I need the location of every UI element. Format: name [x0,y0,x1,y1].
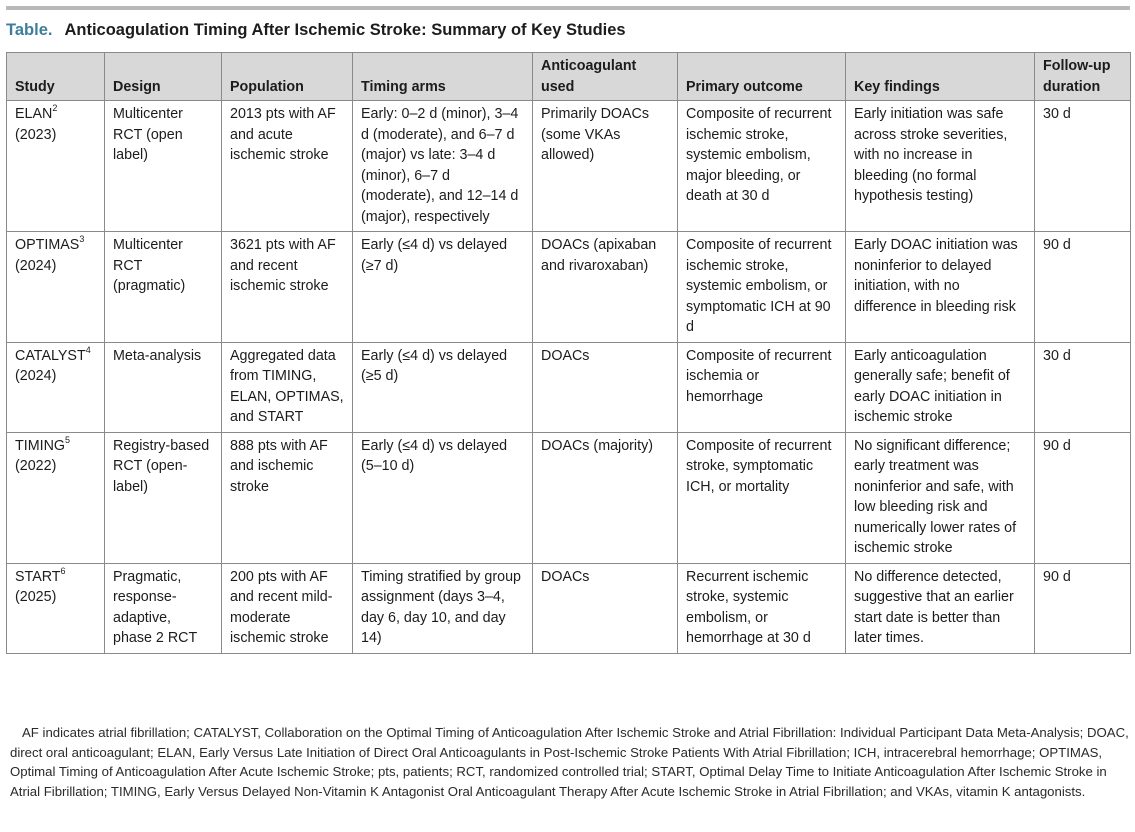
cell-anticoagulant: DOACs (majority) [533,432,678,563]
cell-findings: Early DOAC initiation was noninferior to delayed initiation, with no difference in bleeding risk [846,232,1035,343]
cell-followup: 90 d [1035,432,1131,563]
cell-outcome: Composite of recurrent ischemic stroke, systemic embolism, or symptomatic ICH at 90 d [678,232,846,343]
study-name: CATALYST [15,347,86,364]
cell-followup: 30 d [1035,101,1131,232]
table-title-text: Anticoagulation Timing After Ischemic Stroke: Summary of Key Studies [64,21,626,39]
col-header-followup: Follow-up duration [1035,53,1131,101]
col-header-anticoagulant: Anticoagulant used [533,53,678,101]
cell-timing: Early (≤4 d) vs delayed (≥7 d) [353,232,533,343]
table-footnote: AF indicates atrial fibrillation; CATALYST, Collaboration on the Optimal Timing of Anticoagulation After Ischemic Stroke and Atrial Fibrillation: Individual Participant Data Meta-Analysis; DOAC, direct oral anticoagulant; ELAN, Early Versus Late Initiation of Direct Oral Anticoagulants in Post-Ischemic Stroke Patients With Atrial Fibrillation; ICH, intracerebral hemorrhage; OPTIMAS, Optimal Timing of Anticoagulation After Acute Ischemic Stroke; pts, patients; RCT, randomized controlled trial; START, Optimal Delay Time to Initiate Anticoagulation After Ischemic Stroke in Atrial Fibrillation; TIMING, Early Versus Delayed Non-Vitamin K Antagonist Oral Anticoagulant Therapy After Acute Ischemic Stroke in Atrial Fibrillation; and VKAs, vitamin K antagonists. [10,725,1129,799]
study-ref: 5 [65,434,71,445]
cell-population: Aggregated data from TIMING, ELAN, OPTIMAS, and START [222,342,353,432]
cell-population: 200 pts with AF and recent mild-moderate ischemic stroke [222,563,353,653]
cell-timing: Timing stratified by group assignment (days 3–4, day 6, day 10, and day 14) [353,563,533,653]
table-row [7,101,1131,232]
study-name: ELAN [15,106,53,122]
cell-findings: No significant difference; early treatment was noninferior and safe, with low bleeding risk and numerically lower rates of ischemic stroke [846,432,1035,563]
cell-anticoagulant: Primarily DOACs (some VKAs allowed) [533,101,678,232]
top-rule [6,6,1130,10]
col-header-timing: Timing arms [353,53,533,101]
studies-table-wrapper [6,52,1130,654]
study-name: OPTIMAS [15,237,80,253]
study-name: START [15,568,61,585]
cell-design: Meta-analysis [105,342,222,432]
study-year: (2024) [15,257,57,274]
study-year: (2024) [15,368,57,384]
cell-followup: 90 d [1035,232,1131,343]
cell-timing: Early (≤4 d) vs delayed (≥5 d) [353,342,533,432]
cell-outcome: Composite of recurrent ischemia or hemorrhage [678,342,846,432]
study-ref: 6 [60,565,66,576]
study-ref: 4 [85,344,91,355]
cell-followup: 90 d [1035,563,1131,653]
cell-study [7,432,105,563]
table-label: Table. [6,21,53,39]
cell-design: Pragmatic, response-adaptive, phase 2 RCT [105,563,222,653]
col-header-outcome: Primary outcome [678,53,846,101]
cell-population: 3621 pts with AF and recent ischemic stroke [222,232,353,343]
cell-anticoagulant: DOACs [533,563,678,653]
cell-study [7,342,105,432]
table-row [7,432,1131,563]
cell-design: Multicenter RCT (pragmatic) [105,232,222,343]
header-row [7,53,1131,101]
study-year: (2023) [15,126,57,143]
table-row [7,342,1131,432]
cell-design: Registry-based RCT (open-label) [105,432,222,563]
col-header-study: Study [7,53,105,101]
cell-study [7,232,105,343]
cell-anticoagulant: DOACs (apixaban and rivaroxaban) [533,232,678,343]
table-title [6,21,626,40]
study-name: TIMING [15,437,66,454]
cell-population: 888 pts with AF and ischemic stroke [222,432,353,563]
table-row [7,563,1131,653]
cell-timing: Early (≤4 d) vs delayed (5–10 d) [353,432,533,563]
cell-findings: No difference detected, suggestive that an earlier start date is better than later times. [846,563,1035,653]
cell-anticoagulant: DOACs [533,342,678,432]
cell-study [7,101,105,232]
cell-design: Multicenter RCT (open label) [105,101,222,232]
study-year: (2022) [15,458,57,474]
study-ref: 2 [52,103,58,114]
cell-population: 2013 pts with AF and acute ischemic stroke [222,101,353,232]
cell-followup: 30 d [1035,342,1131,432]
study-year: (2025) [15,589,57,605]
cell-outcome: Composite of recurrent ischemic stroke, systemic embolism, major bleeding, or death at 30 d [678,101,846,232]
col-header-findings: Key findings [846,53,1035,101]
cell-study [7,563,105,653]
cell-findings: Early initiation was safe across stroke severities, with no increase in bleeding (no formal hypothesis testing) [846,101,1035,232]
table-row [7,232,1131,343]
cell-timing: Early: 0–2 d (minor), 3–4 d (moderate), and 6–7 d (major) vs late: 3–4 d (minor), 6–7 d (moderate), and 12–14 d (major), respectively [353,101,533,232]
study-ref: 3 [79,234,85,245]
col-header-population: Population [222,53,353,101]
studies-table [6,52,1131,654]
cell-outcome: Recurrent ischemic stroke, systemic embolism, or hemorrhage at 30 d [678,563,846,653]
cell-findings: Early anticoagulation generally safe; benefit of early DOAC initiation in ischemic stroke [846,342,1035,432]
col-header-design: Design [105,53,222,101]
cell-outcome: Composite of recurrent stroke, symptomatic ICH, or mortality [678,432,846,563]
